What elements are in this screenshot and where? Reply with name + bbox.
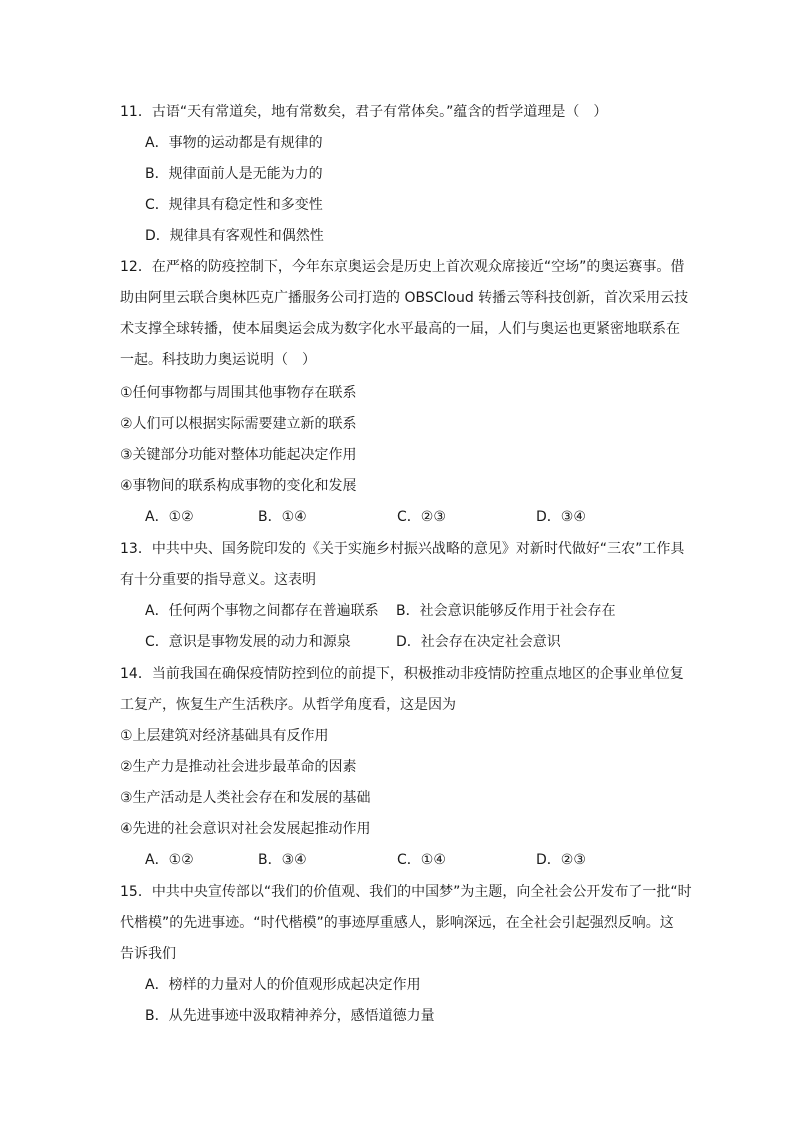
question-11-option-b: B．规律面前人是无能为力的 [145, 166, 323, 182]
question-12-point-2: ②人们可以根据实际需要建立新的联系 [120, 416, 357, 432]
question-14-stem-line-1: 14．当前我国在确保疫情防控到位的前提下，积极推动非疫情防控重点地区的企事业单位复 [120, 666, 684, 682]
question-11-option-c: C．规律具有稳定性和多变性 [145, 197, 323, 213]
question-14-point-2: ②生产力是推动社会进步最革命的因素 [120, 759, 357, 775]
question-13-stem-line-1: 13．中共中央、国务院印发的《关于实施乡村振兴战略的意见》对新时代做好“三农”工作具 [120, 541, 685, 557]
question-12-point-3: ③关键部分功能对整体功能起决定作用 [120, 447, 357, 463]
question-12-point-1: ①任何事物都与周围其他事物存在联系 [120, 385, 357, 401]
question-13-stem-line-2: 有十分重要的指导意义。这表明 [120, 572, 316, 588]
question-15-stem-line-1: 15．中共中央宣传部以“我们的价值观、我们的中国梦”为主题，向全社会公开发布了一批“时 [120, 884, 692, 900]
question-14-stem-line-2: 工复产，恢复生产生活秩序。从哲学角度看，这是因为 [120, 697, 456, 713]
question-12-choice-c: C．②③ [397, 509, 446, 525]
question-14-choice-c: C．①④ [397, 852, 446, 868]
question-12-stem-line-4: 一起。科技助力奥运说明（ ） [120, 352, 316, 368]
question-13-option-c: C．意识是事物发展的动力和源泉 [145, 634, 351, 650]
question-13-option-a: A．任何两个事物之间都存在普遍联系 [145, 603, 379, 619]
question-14-choice-d: D．②③ [536, 852, 586, 868]
question-12-choice-b: B．①④ [258, 509, 307, 525]
question-12-stem-line-3: 术支撑全球转播，使本届奥运会成为数字化水平最高的一届，人们与奥运也更紧密地联系在 [120, 321, 680, 337]
question-14-choice-b: B．③④ [258, 852, 307, 868]
question-14-point-1: ①上层建筑对经济基础具有反作用 [120, 728, 329, 744]
question-11-option-a: A．事物的运动都是有规律的 [145, 135, 323, 151]
question-14-point-4: ④先进的社会意识对社会发展起推动作用 [120, 821, 371, 837]
question-13-option-d: D．社会存在决定社会意识 [396, 634, 561, 650]
question-12-choice-d: D．③④ [536, 509, 586, 525]
question-11-option-d: D．规律具有客观性和偶然性 [145, 228, 324, 244]
question-12-stem-line-1: 12．在严格的防疫控制下，今年东京奥运会是历史上首次观众席接近“空场”的奥运赛事。借 [120, 259, 685, 275]
question-12-stem-line-2: 助由阿里云联合奥林匹克广播服务公司打造的 OBSCloud 转播云等科技创新，首次采用云技 [120, 290, 689, 306]
question-15-option-a: A．榜样的力量对人的价值观形成起决定作用 [145, 977, 421, 993]
question-12-point-4: ④事物间的联系构成事物的变化和发展 [120, 478, 357, 494]
question-14-choice-a: A．①② [145, 852, 194, 868]
question-11-stem: 11．古语“天有常道矣，地有常数矣，君子有常体矣。”蕴含的哲学道理是（ ） [120, 104, 608, 120]
question-14-point-3: ③生产活动是人类社会存在和发展的基础 [120, 790, 371, 806]
question-15-stem-line-2: 代楷模”的先进事迹。“时代楷模”的事迹厚重感人，影响深远，在全社会引起强烈反响。这 [120, 915, 674, 931]
question-13-option-b: B．社会意识能够反作用于社会存在 [396, 603, 616, 619]
question-15-stem-line-3: 告诉我们 [120, 946, 176, 962]
question-15-option-b: B．从先进事迹中汲取精神养分，感悟道德力量 [145, 1008, 435, 1024]
question-12-choice-a: A．①② [145, 509, 194, 525]
